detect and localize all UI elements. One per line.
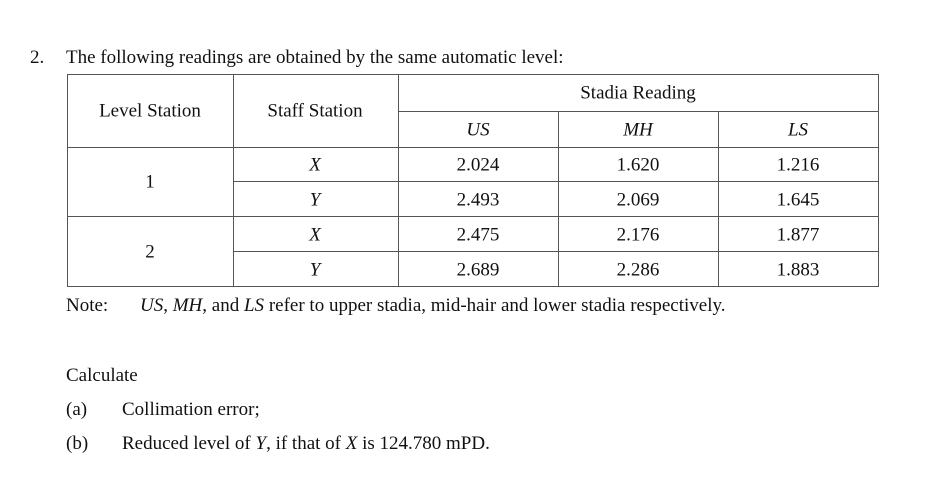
item-b-var-x: X [345,433,358,454]
us-cell: 2.493 [456,189,500,211]
table-line [398,111,879,112]
note-ls: LS [243,295,265,316]
table-line [233,181,879,182]
header-mh: MH [623,119,653,141]
calculate-label: Calculate [66,365,138,386]
us-cell: 2.024 [456,154,500,176]
item-b-part: Reduced level of [122,433,256,454]
table-line [233,251,879,252]
staff-station-cell: Y [309,259,321,281]
mh-cell: 1.620 [616,154,660,176]
ls-cell: 1.216 [776,154,820,176]
note-rest: refer to upper stadia, mid-hair and lower stadia respectively. [264,295,726,316]
table-line [558,111,559,286]
staff-station-cell: Y [309,189,321,211]
header-level-station: Level Station [99,100,201,122]
note-mh: MH [172,295,203,316]
table-line [67,286,879,287]
item-a-text: Collimation error; [122,399,260,420]
mh-cell: 2.286 [616,259,660,281]
question-number: 2. [30,47,45,68]
note-sep: , [163,295,173,316]
item-b-part: is 124.780 mPD. [357,433,490,454]
item-b-text [122,434,490,453]
note-us: US [140,295,164,316]
table-line [67,74,879,75]
ls-cell: 1.877 [776,224,820,246]
item-b-var-y: Y [255,433,267,454]
item-b-part: , if that of [266,433,346,454]
item-a-label: (a) [66,399,88,420]
table-line [718,111,719,286]
us-cell: 2.475 [456,224,500,246]
staff-station-cell: X [309,224,321,246]
ls-cell: 1.645 [776,189,820,211]
header-stadia-reading: Stadia Reading [580,82,696,104]
header-staff-station: Staff Station [267,100,363,122]
level-station-cell: 1 [145,171,155,193]
item-b-label: (b) [66,433,89,454]
note-text [140,296,726,315]
header-ls: LS [787,119,809,141]
question-text: The following readings are obtained by the same automatic level: [66,47,564,68]
note-label: Note: [66,295,109,316]
table-line [233,74,234,286]
table-line [67,147,879,148]
staff-station-cell: X [309,154,321,176]
ls-cell: 1.883 [776,259,820,281]
mh-cell: 2.176 [616,224,660,246]
level-station-cell: 2 [145,241,155,263]
table-line [67,74,68,286]
mh-cell: 2.069 [616,189,660,211]
us-cell: 2.689 [456,259,500,281]
table-line [398,74,399,286]
table-line [67,216,879,217]
header-us: US [466,119,490,141]
table-line [878,74,879,286]
note-sep: , and [202,295,244,316]
